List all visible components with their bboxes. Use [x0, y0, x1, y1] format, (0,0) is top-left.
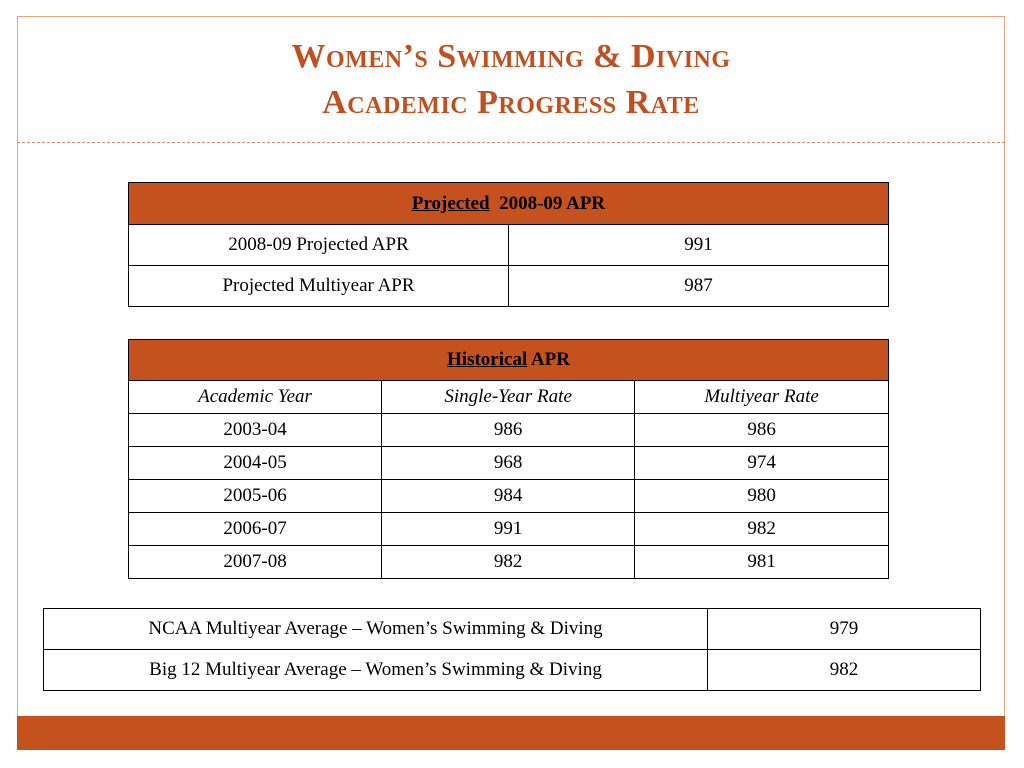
cell-year: 2005-06 [129, 480, 382, 513]
column-header-year: Academic Year [129, 381, 382, 414]
row-value: 987 [509, 266, 889, 307]
row-label: 2008-09 Projected APR [129, 225, 509, 266]
cell-year: 2006-07 [129, 513, 382, 546]
header-text: APR [530, 349, 570, 370]
row-label: NCAA Multiyear Average – Women’s Swimming & Diving [44, 609, 708, 650]
cell-year: 2003-04 [129, 414, 382, 447]
header-underlined-text: Historical [447, 349, 528, 370]
slide-title [17, 34, 1005, 126]
column-header-single: Single-Year Rate [382, 381, 635, 414]
row-label: Big 12 Multiyear Average – Women’s Swimming & Diving [44, 650, 708, 691]
cell-multi: 986 [635, 414, 889, 447]
table-header-row [129, 183, 889, 225]
title-divider [17, 142, 1005, 143]
historical-apr-table [128, 339, 889, 579]
table-row [44, 650, 981, 691]
table-row [129, 447, 889, 480]
table-row [129, 225, 889, 266]
row-value: 979 [708, 609, 981, 650]
table-row [129, 546, 889, 579]
cell-single: 982 [382, 546, 635, 579]
table-header-row [129, 340, 889, 381]
row-value: 982 [708, 650, 981, 691]
row-label: Projected Multiyear APR [129, 266, 509, 307]
cell-multi: 981 [635, 546, 889, 579]
title-line-2: Academic Progress Rate [322, 84, 700, 121]
cell-multi: 974 [635, 447, 889, 480]
cell-multi: 982 [635, 513, 889, 546]
cell-single: 991 [382, 513, 635, 546]
table-row [129, 266, 889, 307]
historical-header-cell [129, 340, 889, 381]
projected-header-cell [129, 183, 889, 225]
cell-single: 986 [382, 414, 635, 447]
column-header-row [129, 381, 889, 414]
cell-single: 968 [382, 447, 635, 480]
table-row [129, 414, 889, 447]
multiyear-averages-table [43, 608, 981, 691]
title-line-1: Women’s Swimming & Diving [291, 38, 731, 75]
header-underlined-text: Projected [411, 192, 490, 214]
table-row [129, 480, 889, 513]
cell-year: 2007-08 [129, 546, 382, 579]
cell-single: 984 [382, 480, 635, 513]
table-row [44, 609, 981, 650]
footer-accent-bar [17, 716, 1005, 750]
header-text: 2008-09 APR [499, 192, 606, 214]
column-header-multi: Multiyear Rate [635, 381, 889, 414]
row-value: 991 [509, 225, 889, 266]
table-row [129, 513, 889, 546]
cell-year: 2004-05 [129, 447, 382, 480]
cell-multi: 980 [635, 480, 889, 513]
projected-apr-table [128, 182, 889, 307]
